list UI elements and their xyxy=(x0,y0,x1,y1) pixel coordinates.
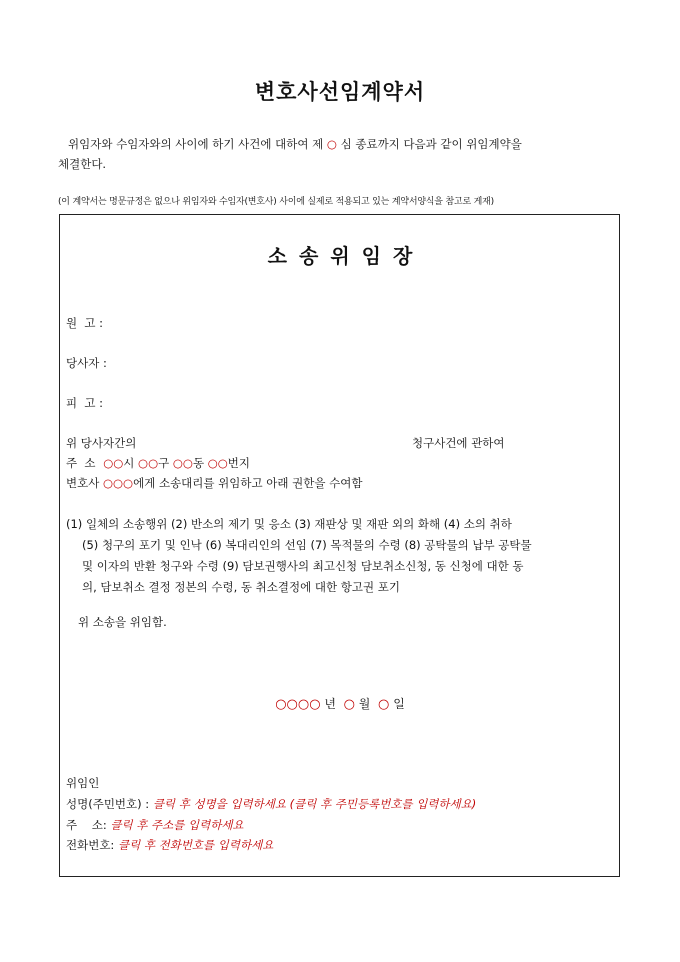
addr-district-unit: 구 xyxy=(158,456,170,470)
proxy-title-char: 송 xyxy=(299,244,319,268)
lawyer-prefix: 변호사 xyxy=(66,476,100,490)
intro-text-2: 심 종료까지 다음과 같이 위임계약을 xyxy=(340,137,522,151)
instance-circle: ○ xyxy=(326,137,337,151)
powers-line: 의, 담보취소 결정 정본의 수령, 동 취소결정에 대한 항고권 포기 xyxy=(82,580,400,594)
proxy-title-char: 임 xyxy=(361,244,381,268)
addr-lot: ○○ xyxy=(207,456,228,470)
case-prefix: 위 당사자간의 xyxy=(66,436,137,450)
phone-line xyxy=(66,837,273,853)
powers-line: 및 이자의 반환 청구와 수령 (9) 담보권행사의 최고신청 담보취소신청, 동 신청에 대한 동 xyxy=(82,559,524,573)
addr-district: ○○ xyxy=(138,456,159,470)
party-label: 당사자 : xyxy=(66,356,107,370)
date-month-label: 월 xyxy=(358,697,371,711)
lawyer-suffix: 에게 소송대리를 위임하고 아래 권한을 수여함 xyxy=(133,476,363,490)
intro-text-1: 위임자와 수임자와의 사이에 하기 사건에 대하여 제 xyxy=(68,137,324,151)
intro-text-3: 체결한다. xyxy=(58,157,107,171)
date-year-label: 년 xyxy=(324,697,336,711)
name-line xyxy=(66,796,476,812)
address-label: 주 소 xyxy=(66,456,96,470)
date-year: ○○○○ xyxy=(275,697,321,712)
powers-line: (5) 청구의 포기 및 인낙 (6) 복대리인의 선임 (7) 목적물의 수령 (8) 공탁물의 납부 공탁물 xyxy=(82,538,532,552)
name-label: 성명(주민번호) : xyxy=(66,797,150,811)
resident-id-field[interactable]: (클릭 후 주민등록번호를 입력하세요) xyxy=(289,797,477,811)
powers-line: (1) 일체의 소송행위 (2) 반소의 제기 및 응소 (3) 재판상 및 재판 외의 화해 (4) 소의 취하 xyxy=(66,517,512,531)
closing-statement: 위 소송을 위임함. xyxy=(78,615,167,629)
addr-city-unit: 시 xyxy=(123,456,135,470)
addr-lot-unit: 번지 xyxy=(227,456,251,470)
reference-note: (이 계약서는 명문규정은 없으나 위임자와 수임자(변호사) 사이에 실제로 적용되고 있는 계약서양식을 참고로 게재) xyxy=(58,197,494,207)
lawyer-name: ○○○ xyxy=(102,476,134,490)
principal-label: 위임인 xyxy=(66,776,100,790)
address-field[interactable]: 클릭 후 주소를 입력하세요 xyxy=(110,818,244,832)
proxy-title-char: 장 xyxy=(392,244,413,268)
phone-label: 전화번호: xyxy=(66,838,115,852)
defendant-label: 피 고 : xyxy=(66,396,104,410)
proxy-title xyxy=(0,240,680,269)
name-field[interactable]: 클릭 후 성명을 입력하세요 xyxy=(152,797,286,811)
proxy-title-char: 소 xyxy=(267,244,287,268)
date-day-label: 일 xyxy=(393,697,405,711)
addr-dong: ○○ xyxy=(172,456,193,470)
address2-label: 주 소: xyxy=(66,818,107,832)
plaintiff-label: 원 고 : xyxy=(66,316,104,330)
phone-field[interactable]: 클릭 후 전화번호를 입력하세요 xyxy=(117,838,274,852)
addr-city: ○○ xyxy=(103,456,124,470)
proxy-title-char: 위 xyxy=(330,244,350,268)
date-month: ○ xyxy=(343,697,355,712)
address-line xyxy=(66,455,250,471)
addr-dong-unit: 동 xyxy=(192,456,205,470)
intro-paragraph xyxy=(58,134,618,174)
date-day: ○ xyxy=(378,697,390,712)
date-line xyxy=(0,695,680,712)
powers-list xyxy=(66,514,614,598)
case-suffix: 청구사건에 관하여 xyxy=(412,436,505,450)
lawyer-line xyxy=(66,475,362,491)
document-title: 변호사선임계약서 xyxy=(254,79,426,104)
address2-line xyxy=(66,817,244,833)
